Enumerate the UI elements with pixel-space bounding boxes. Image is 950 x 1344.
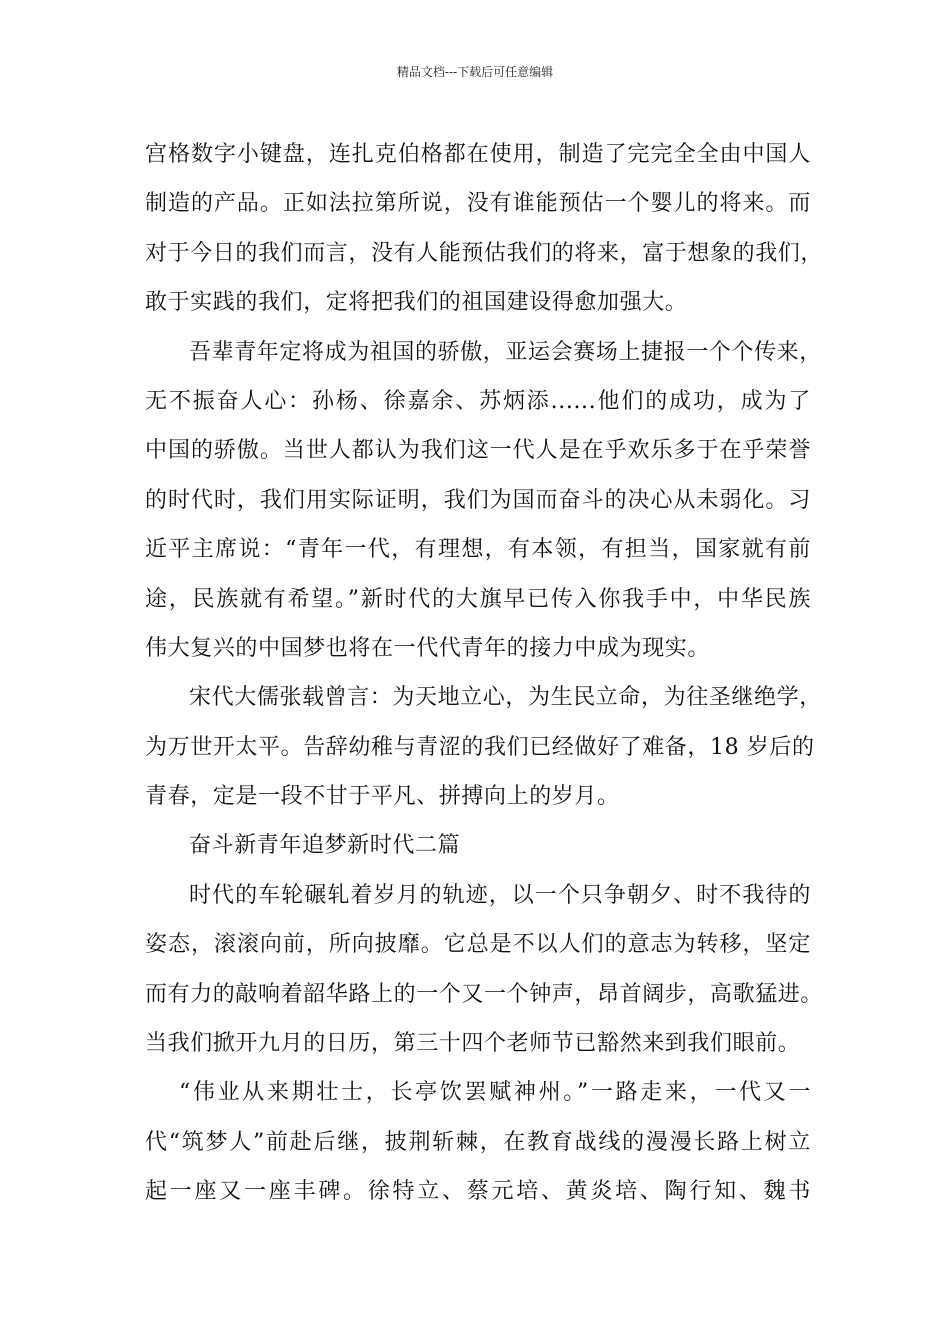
text-line: 代“筑梦人”前赴后继，披荆斩棘，在教育战线的漫漫长路上树立 xyxy=(145,1129,811,1155)
text-line: 当我们掀开九月的日历，第三十四个老师节已豁然来到我们眼前。 xyxy=(145,1031,801,1057)
text-line: 对于今日的我们而言，没有人能预估我们的将来，富于想象的我们， xyxy=(145,240,824,266)
paragraph-first-line: 时代的车轮碾轧着岁月的轨迹，以一个只争朝夕、时不我待的 xyxy=(189,882,811,908)
page-header: 精品文档---下载后可任意编辑 xyxy=(396,65,554,79)
text-line: 中国的骄傲。当世人都认为我们这一代人是在乎欢乐多于在乎荣誉 xyxy=(145,438,811,464)
paragraph-first-line: 宋代大儒张载曾言：为天地立心，为生民立命，为往圣继绝学， xyxy=(189,685,822,711)
text-line: 途，民族就有希望。”新时代的大旗早已传入你我手中，中华民族 xyxy=(145,586,811,612)
text-line: 制造的产品。正如法拉第所说，没有谁能预估一个婴儿的将来。而 xyxy=(145,191,811,217)
paragraph-first-line: 吾辈青年定将成为祖国的骄傲，亚运会赛场上捷报一个个传来， xyxy=(189,339,822,365)
paragraph-first-line: “伟业从来期壮士，长亭饮罢赋神州。”一路走来，一代又一 xyxy=(179,1080,811,1106)
text-line: 伟大复兴的中国梦也将在一代代青年的接力中成为现实。 xyxy=(145,635,711,661)
section-heading: 奋斗新青年追梦新时代二篇 xyxy=(189,833,461,859)
text-line: 近平主席说：“青年一代，有理想，有本领，有担当，国家就有前 xyxy=(145,537,811,563)
text-line: 为万世开太平。告辞幼稚与青涩的我们已经做好了难备，18 岁后的 xyxy=(145,734,815,760)
text-line: 起一座又一座丰碑。徐特立、蔡元培、黄炎培、陶行知、魏书 xyxy=(145,1179,811,1205)
text-line: 敢于实践的我们，定将把我们的祖国建设得愈加强大。 xyxy=(145,290,688,316)
body-text xyxy=(145,130,824,1217)
text-line: 青春，定是一段不甘于平凡、拼搏向上的岁月。 xyxy=(145,784,620,810)
text-line: 姿态，滚滚向前，所向披靡。它总是不以人们的意志为转移，坚定 xyxy=(145,932,811,958)
text-line: 的时代时，我们用实际证明，我们为国而奋斗的决心从未弱化。习 xyxy=(145,487,811,513)
text-line: 而有力的敲响着韶华路上的一个又一个钟声，昂首阔步，高歌猛进。 xyxy=(145,981,824,1007)
text-line: 无不振奋人心：孙杨、徐嘉余、苏炳添......他们的成功，成为了 xyxy=(145,388,811,414)
text-line: 宫格数字小键盘，连扎克伯格都在使用，制造了完完全全由中国人 xyxy=(145,142,811,167)
